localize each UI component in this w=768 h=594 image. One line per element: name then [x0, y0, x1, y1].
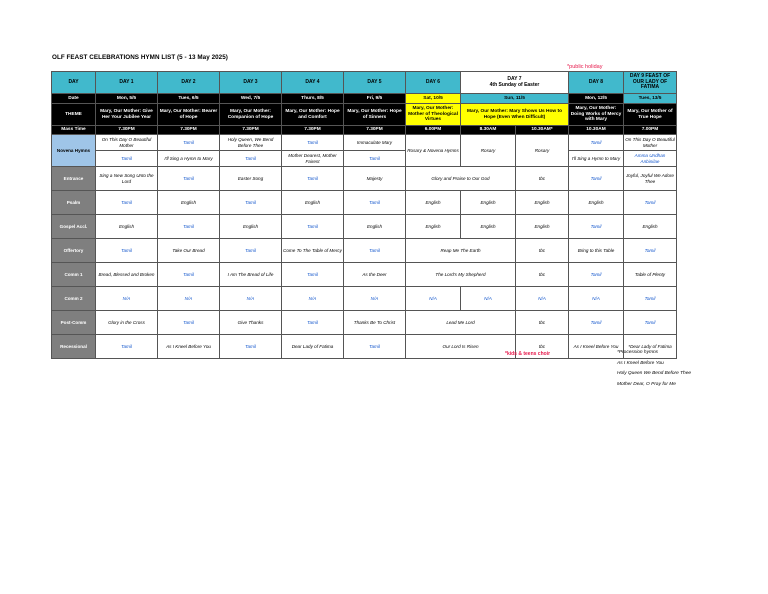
- mass-time-day4: 7.30PM: [282, 126, 344, 135]
- day2-header: DAY 2: [158, 72, 220, 94]
- postcomm-day6-day7: Lead Me Lord: [406, 311, 516, 335]
- entrance-row: [52, 167, 677, 191]
- offertory-day9: Tamil: [624, 239, 677, 263]
- date-day8: Mon, 12/5: [569, 94, 624, 104]
- gospel-day1: English: [96, 215, 158, 239]
- recessional-day8: As I Kneel Before You: [569, 335, 624, 359]
- gospel-day7-late: English: [516, 215, 569, 239]
- recessional-day9: *Dear Lady of Fatima: [624, 335, 677, 359]
- comm1-day6-day7: The Lord's My Shepherd: [406, 263, 516, 287]
- novena-day1-hymn-2: Tamil: [96, 151, 158, 167]
- comm1-day5: As the Deer: [344, 263, 406, 287]
- novena-day7-morning: Rosary: [461, 135, 516, 167]
- comm2-day8: N/A: [569, 287, 624, 311]
- mass-time-day7-late: 10.30AM*: [516, 126, 569, 135]
- offertory-day3: Tamil: [220, 239, 282, 263]
- novena-row-2: [52, 151, 677, 167]
- theme-day6: Mary, Our Mother: Mother of Theological Virtues: [406, 104, 461, 126]
- comm2-day5: N/A: [344, 287, 406, 311]
- theme-day2: Mary, Our Mother: Bearer of Hope: [158, 104, 220, 126]
- mass-time-row: [52, 126, 677, 135]
- postcomm-label: Post-Comm: [52, 311, 96, 335]
- gospel-day7-morning: English: [461, 215, 516, 239]
- novena-day7-late: Rosary: [516, 135, 569, 167]
- psalm-row: [52, 191, 677, 215]
- day8-header: DAY 8: [569, 72, 624, 94]
- recessional-day3: Tamil: [220, 335, 282, 359]
- comm1-day2: Tamil: [158, 263, 220, 287]
- psalm-day8: English: [569, 191, 624, 215]
- novena-day4-hymn-1: Tamil: [282, 135, 344, 151]
- procession-note-item: Mother Dear, O Pray for Me: [617, 381, 676, 387]
- day5-header: DAY 5: [344, 72, 406, 94]
- comm2-label: Comm 2: [52, 287, 96, 311]
- date-day9: Tues, 13/5: [624, 94, 677, 104]
- date-row: [52, 94, 677, 104]
- comm2-day6: N/A: [406, 287, 461, 311]
- comm1-day3: I Am The Bread of Life: [220, 263, 282, 287]
- procession-hymns-notes: [617, 350, 691, 392]
- theme-day4: Mary, Our Mother: Hope and Comfort: [282, 104, 344, 126]
- procession-note-heading: *Procession hymns: [617, 350, 659, 355]
- recessional-day6-day7: Our Lord Is Risen: [406, 335, 516, 359]
- theme-day8: Mary, Our Mother: Doing Works of Mercy with Mary: [569, 104, 624, 126]
- comm1-day7-late: tbc: [516, 263, 569, 287]
- public-holiday-note: *public holiday: [567, 64, 603, 70]
- novena-day5-hymn-1: Immaculate Mary: [344, 135, 406, 151]
- mass-time-label: Mass Time: [52, 126, 96, 135]
- postcomm-day1: Glory in the Cross: [96, 311, 158, 335]
- novena-day9-hymn-2: Amma Undhan Anbinilae: [624, 151, 677, 167]
- theme-day9: Mary, Our Mother of True Hope: [624, 104, 677, 126]
- offertory-day5: Tamil: [344, 239, 406, 263]
- psalm-day6: English: [406, 191, 461, 215]
- hymn-list-table: [51, 71, 677, 359]
- entrance-day7-late: tbc: [516, 167, 569, 191]
- comm2-day1: N/A: [96, 287, 158, 311]
- offertory-row: [52, 239, 677, 263]
- postcomm-day4: Tamil: [282, 311, 344, 335]
- comm2-day2: N/A: [158, 287, 220, 311]
- offertory-day2: Take Our Bread: [158, 239, 220, 263]
- novena-label: Novena Hymns: [52, 135, 96, 167]
- gospel-day8: Tamil: [569, 215, 624, 239]
- comm2-day7-morning: N/A: [461, 287, 516, 311]
- gospel-day9: English: [624, 215, 677, 239]
- postcomm-day2: Tamil: [158, 311, 220, 335]
- date-day3: Wed, 7/5: [220, 94, 282, 104]
- gospel-day5: English: [344, 215, 406, 239]
- postcomm-day5: Thanks Be To Christ: [344, 311, 406, 335]
- postcomm-day3: Give Thanks: [220, 311, 282, 335]
- mass-time-day3: 7.30PM: [220, 126, 282, 135]
- psalm-day2: English: [158, 191, 220, 215]
- novena-day9-hymn-1: On This Day O Beautiful Mother: [624, 135, 677, 151]
- theme-day1: Mary, Our Mother: Give Her Your Jubilee Year: [96, 104, 158, 126]
- mass-time-day8: 10.30AM: [569, 126, 624, 135]
- kids-teens-choir-note: *kids & teens choir: [505, 351, 551, 357]
- date-day7: Sun, 11/5: [461, 94, 569, 104]
- entrance-label: Entrance: [52, 167, 96, 191]
- entrance-day6-day7: Glory and Praise to Our God: [406, 167, 516, 191]
- gospel-day3: English: [220, 215, 282, 239]
- novena-day6: Rosary & Novena Hymns: [406, 135, 461, 167]
- psalm-day1: Tamil: [96, 191, 158, 215]
- theme-row: [52, 104, 677, 126]
- gospel-day4: Tamil: [282, 215, 344, 239]
- offertory-day8: Bring to this Table: [569, 239, 624, 263]
- theme-day5: Mary, Our Mother: Hope of Sinners: [344, 104, 406, 126]
- novena-day5-hymn-2: Tamil: [344, 151, 406, 167]
- novena-row-1: [52, 135, 677, 151]
- recessional-day1: Tamil: [96, 335, 158, 359]
- psalm-day9: Tamil: [624, 191, 677, 215]
- recessional-day4: Dear Lady of Fatima: [282, 335, 344, 359]
- mass-time-day6: 6.00PM: [406, 126, 461, 135]
- recessional-day7-late: tbc: [516, 335, 569, 359]
- recessional-label: Recessional: [52, 335, 96, 359]
- recessional-day2: As I Kneel Before You: [158, 335, 220, 359]
- mass-time-day7-morning: 8.30AM: [461, 126, 516, 135]
- date-day6: Sat, 10/5: [406, 94, 461, 104]
- gospel-acclamation-row: [52, 215, 677, 239]
- entrance-day4: Tamil: [282, 167, 344, 191]
- date-day4: Thurs, 8/5: [282, 94, 344, 104]
- offertory-day4: Come To The Table of Mercy: [282, 239, 344, 263]
- entrance-day1: Sing a New Song Unto the Lord: [96, 167, 158, 191]
- date-day1: Mon, 5/5: [96, 94, 158, 104]
- offertory-day1: Tamil: [96, 239, 158, 263]
- theme-day7: Mary, Our Mother: Mary Shows Us How to Hope (Even When Difficult): [461, 104, 569, 126]
- recessional-day5: Tamil: [344, 335, 406, 359]
- comm1-day4: Tamil: [282, 263, 344, 287]
- day1-header: DAY 1: [96, 72, 158, 94]
- novena-day1-hymn-1: On This Day O Beautiful Mother: [96, 135, 158, 151]
- day3-header: DAY 3: [220, 72, 282, 94]
- recessional-row: [52, 335, 677, 359]
- psalm-day7-late: English: [516, 191, 569, 215]
- postcomm-day8: Tamil: [569, 311, 624, 335]
- mass-time-day2: 7.30PM: [158, 126, 220, 135]
- day7-header-title: DAY 7: [507, 75, 522, 82]
- psalm-label: Psalm: [52, 191, 96, 215]
- novena-day8-hymn-2: I'll Sing a Hymn to Mary: [569, 151, 624, 167]
- offertory-day7-late: tbc: [516, 239, 569, 263]
- comm2-day9: Tamil: [624, 287, 677, 311]
- novena-day2-hymn-1: Tamil: [158, 135, 220, 151]
- theme-label: THEME: [52, 104, 96, 126]
- comm1-label: Comm 1: [52, 263, 96, 287]
- postcomm-day9: Tamil: [624, 311, 677, 335]
- procession-note-item: Holy Queen We Bend Before Thee: [617, 371, 692, 377]
- gospel-day6: English: [406, 215, 461, 239]
- psalm-day3: Tamil: [220, 191, 282, 215]
- psalm-day5: Tamil: [344, 191, 406, 215]
- novena-day3-hymn-2: Tamil: [220, 151, 282, 167]
- offertory-label: Offertory: [52, 239, 96, 263]
- comm1-day9: Table of Plenty: [624, 263, 677, 287]
- communion-1-row: [52, 263, 677, 287]
- day7-header: [461, 72, 569, 94]
- comm2-day3: N/A: [220, 287, 282, 311]
- day9-header: DAY 9 FEAST OF OUR LADY OF FATIMA: [624, 72, 677, 94]
- communion-2-row: [52, 287, 677, 311]
- day4-header: DAY 4: [282, 72, 344, 94]
- procession-note-item: As I Kneel Before You: [617, 360, 664, 366]
- date-day2: Tues, 6/5: [158, 94, 220, 104]
- novena-day2-hymn-2: I'll Sing a Hymn to Mary: [158, 151, 220, 167]
- comm1-day8: Tamil: [569, 263, 624, 287]
- comm1-day1: Bread, Blessed and Broken: [96, 263, 158, 287]
- comm2-day7-late: N/A: [516, 287, 569, 311]
- day-header-row: [52, 72, 677, 94]
- entrance-day2: Tamil: [158, 167, 220, 191]
- theme-day3: Mary, Our Mother: Companion of Hope: [220, 104, 282, 126]
- day7-header-subtitle: 4th Sunday of Easter: [489, 81, 540, 88]
- entrance-day5: Majesty: [344, 167, 406, 191]
- post-communion-row: [52, 311, 677, 335]
- gospel-label: Gospel Accl.: [52, 215, 96, 239]
- entrance-day9: Joyful, Joyful We Adore Thee: [624, 167, 677, 191]
- offertory-day6-day7: Reap Me The Earth: [406, 239, 516, 263]
- mass-time-day5: 7.30PM: [344, 126, 406, 135]
- comm2-day4: N/A: [282, 287, 344, 311]
- date-label: Date: [52, 94, 96, 104]
- psalm-day7-morning: English: [461, 191, 516, 215]
- mass-time-day9: 7.00PM: [624, 126, 677, 135]
- date-day5: Fri, 9/5: [344, 94, 406, 104]
- psalm-day4: English: [282, 191, 344, 215]
- mass-time-day1: 7.30PM: [96, 126, 158, 135]
- novena-day4-hymn-2: Mother Dearest, Mother Fairest: [282, 151, 344, 167]
- novena-day8-hymn-1: Tamil: [569, 135, 624, 151]
- gospel-day2: Tamil: [158, 215, 220, 239]
- page-title: OLF FEAST CELEBRATIONS HYMN LIST (5 - 13 May 2025): [52, 54, 228, 61]
- day6-header: DAY 6: [406, 72, 461, 94]
- entrance-day8: Tamil: [569, 167, 624, 191]
- entrance-day3: Easter Song: [220, 167, 282, 191]
- postcomm-day7-late: tbc: [516, 311, 569, 335]
- day-header-label: DAY: [52, 72, 96, 94]
- novena-day3-hymn-1: Holy Queen, We Bend Before Thee: [220, 135, 282, 151]
